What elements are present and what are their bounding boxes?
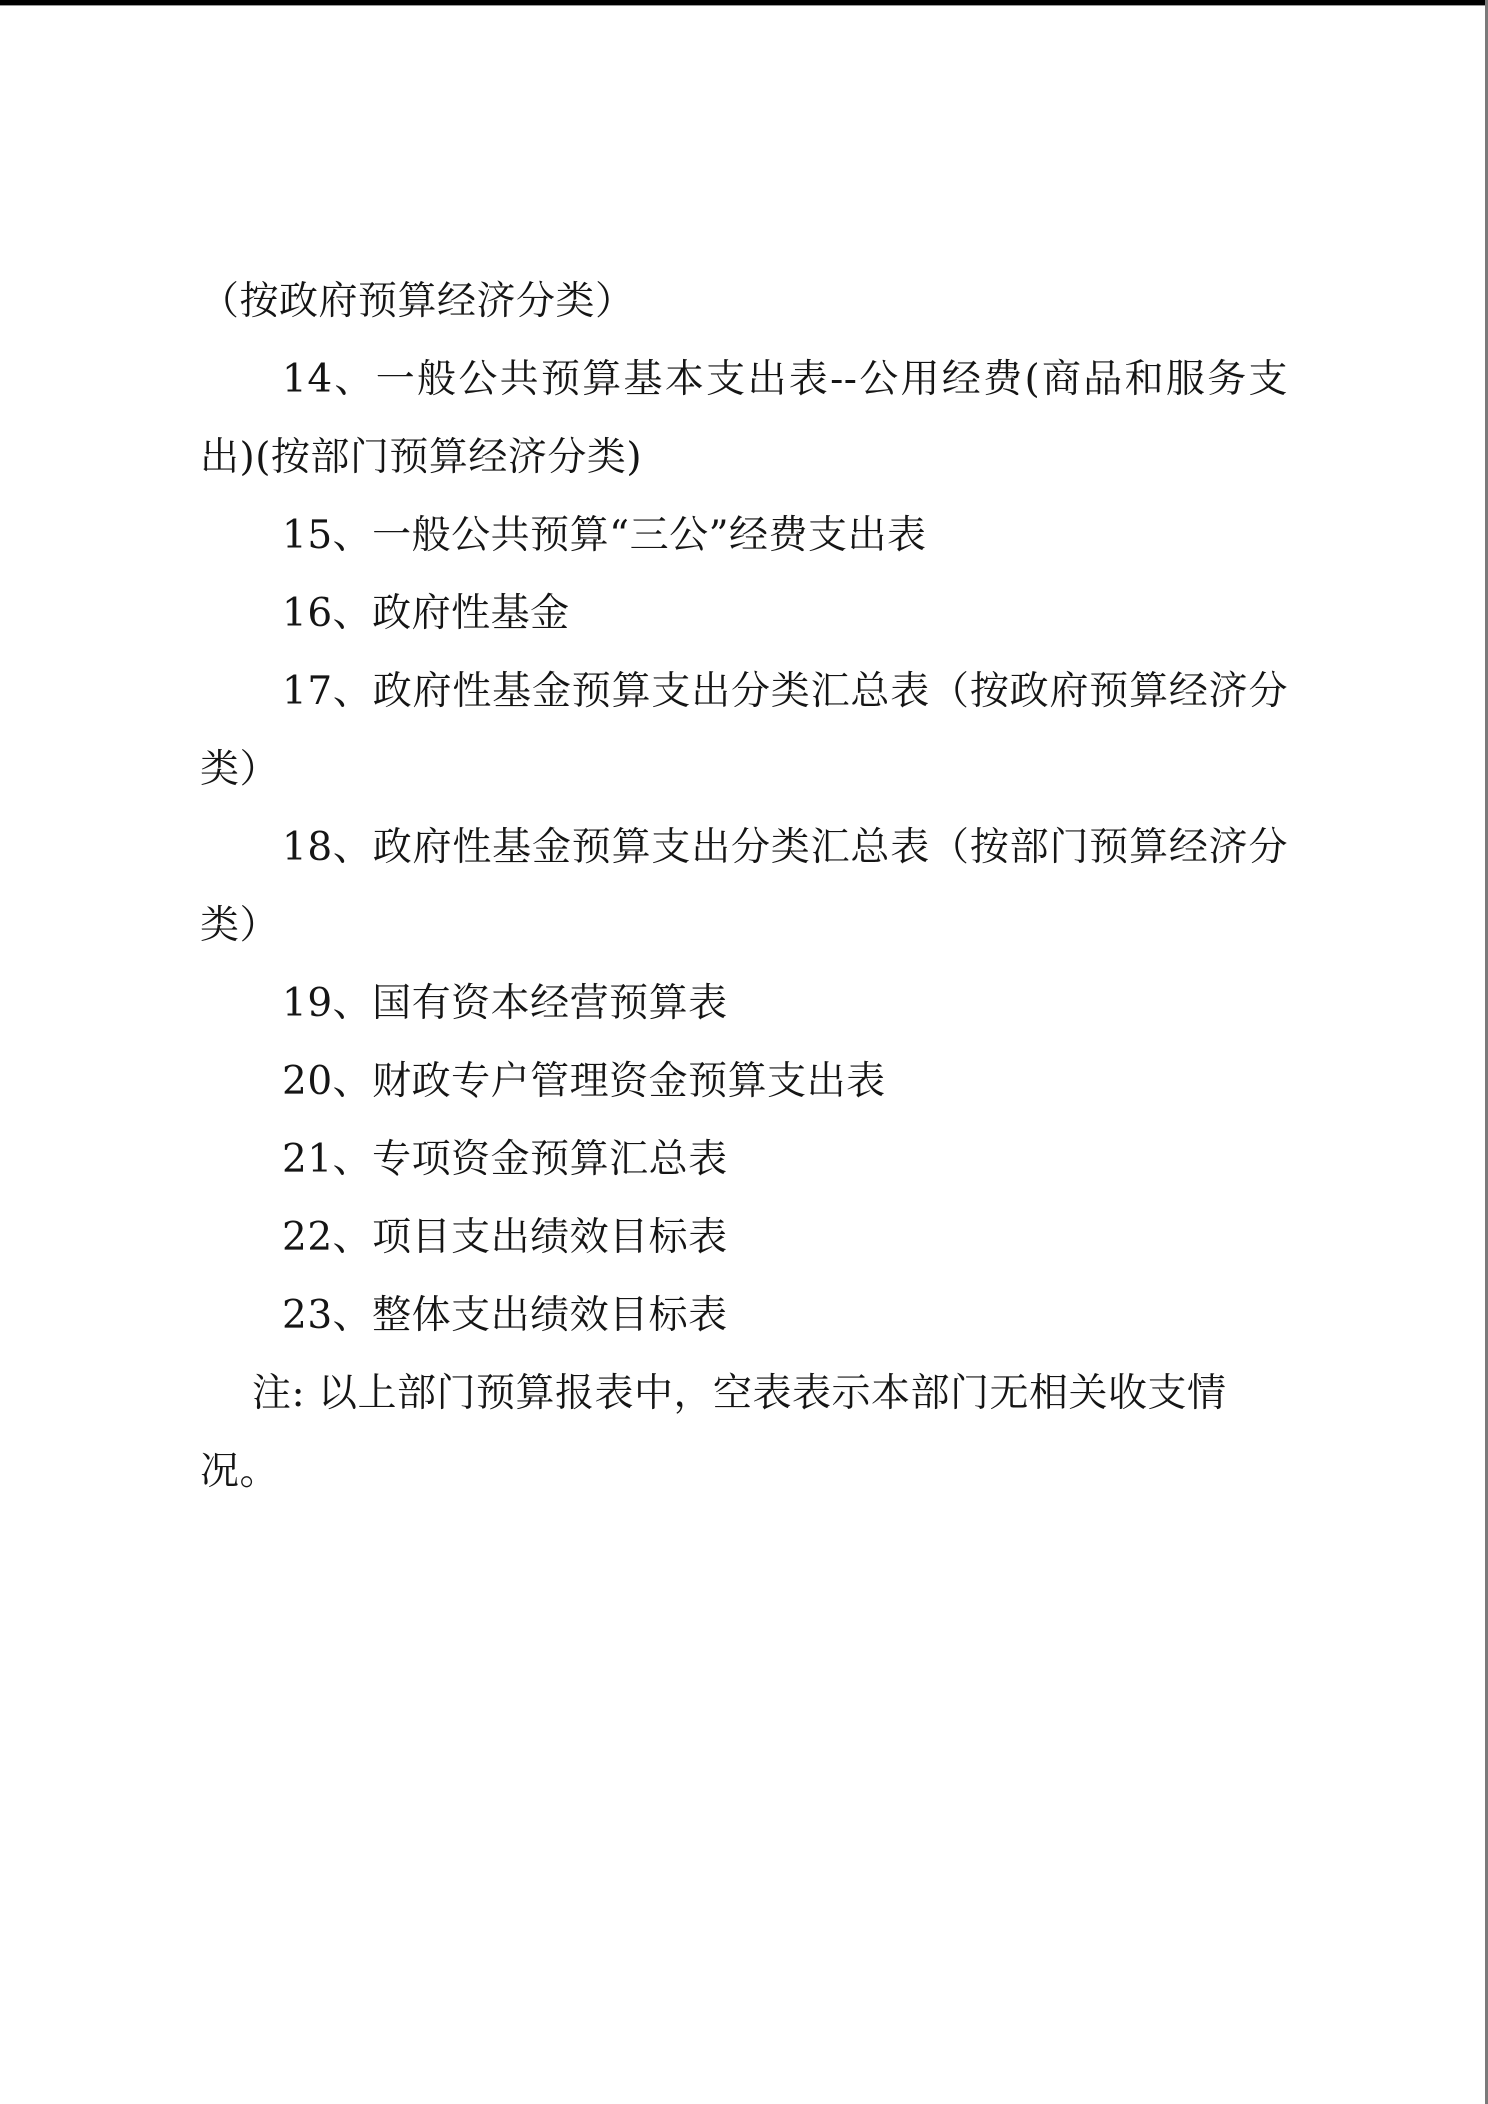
list-item-21: 21、专项资金预算汇总表 [282,1137,728,1182]
list-item-18-line-2: 类） [200,903,280,948]
list-item-17-line-2: 类） [200,747,280,792]
list-item-17-line-1: 17、政府性基金预算支出分类汇总表（按政府预算经济分 [282,669,1288,714]
list-item-20: 20、财政专户管理资金预算支出表 [282,1059,886,1104]
list-item-14-line-2: 出)(按部门预算经济分类) [200,435,643,480]
top-edge-bar [0,0,1488,6]
list-item-23: 23、整体支出绩效目标表 [282,1293,728,1338]
note-line: 注: 以上部门预算报表中，空表表示本部门无相关收支情况。 [200,1371,1227,1494]
document-text-block [200,263,1288,1511]
list-item-22: 22、项目支出绩效目标表 [282,1215,728,1260]
list-item-16: 16、政府性基金 [282,591,570,636]
list-item-19: 19、国有资本经营预算表 [282,981,728,1026]
list-item-18-line-1: 18、政府性基金预算支出分类汇总表（按部门预算经济分 [282,825,1288,870]
continuation-line-header: （按政府预算经济分类） [200,279,635,324]
list-item-15: 15、一般公共预算“三公”经费支出表 [282,513,927,558]
list-item-14-line-1: 14、一般公共预算基本支出表--公用经费(商品和服务支 [282,357,1288,402]
